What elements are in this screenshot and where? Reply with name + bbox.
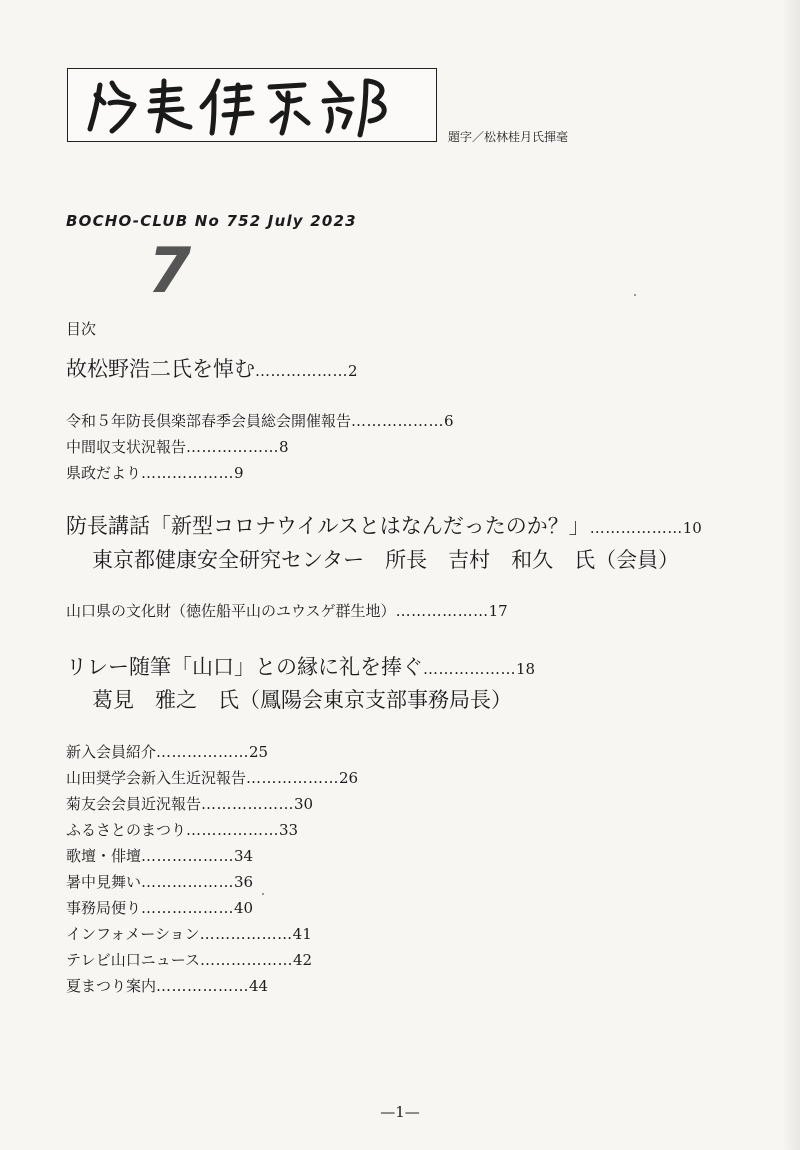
toc-entry-leader: ……………… [186,438,280,456]
toc-entry [66,823,298,838]
issue-month-number: 7 [148,234,192,307]
toc-entry-title: 暑中見舞い [66,873,142,891]
toc-entry-page: 6 [444,412,454,430]
toc-entry-title: 新入会員紹介 [66,743,157,761]
paper-speck [262,893,264,895]
toc-entry-page: 42 [292,951,313,969]
toc-entry-page: 40 [234,899,254,917]
toc-entry [66,414,454,429]
toc-entry-page: 34 [234,847,254,865]
toc-entry-page: 25 [249,743,269,761]
page-edge-shadow [782,0,800,1150]
toc-entry [66,440,289,455]
toc-label: 目次 [66,320,97,338]
calligrapher-credit: 題字／松林桂月氏揮毫 [448,130,569,144]
toc-entry-title: 夏まつり案内 [66,977,157,995]
toc-entry-leader: ……………… [423,660,516,678]
toc-entry-leader: ……………… [255,362,348,380]
toc-entry [66,745,268,760]
toc-entry-title: 菊友会会員近況報告 [66,795,202,813]
toc-entry-leader: ……………… [589,519,683,537]
toc-entry [66,604,508,619]
masthead-calligraphy [68,69,436,141]
toc-entry [66,953,312,968]
toc-entry-title: インフォメーション [66,925,200,943]
toc-entry-leader: ……………… [201,795,295,813]
toc-entry [66,466,244,481]
toc-entry-page: 36 [234,873,254,891]
toc-entry-page: 18 [516,660,536,678]
toc-entry-title: 事務局便り [66,899,142,917]
toc-entry-page: 41 [292,925,312,943]
toc-entry-leader: ……………… [186,821,280,839]
toc-entry-subtitle: 葛見 雅之 氏（鳳陽会東京支部事務局長） [92,688,512,712]
toc-entry-page: 44 [249,977,269,995]
page-number: —1— [380,1103,420,1121]
toc-entry-page: 10 [682,519,702,537]
toc-entry-title: 中間収支状況報告 [66,438,187,456]
toc-entry-leader: ……………… [246,769,340,787]
toc-entry-page: 2 [348,362,358,380]
toc-entry [66,797,313,812]
toc-entry-page: 17 [488,602,508,620]
toc-entry-title: 山田奨学会新入生近況報告 [66,769,247,787]
toc-entry-page: 33 [279,821,299,839]
toc-entry-leader: ……………… [141,899,235,917]
masthead-calligraphy-box [67,68,437,142]
toc-entry-title: ふるさとのまつり [66,821,187,839]
toc-entry-page: 30 [294,795,314,813]
toc-entry [66,901,253,916]
toc-entry [66,657,535,678]
toc-entry-page: 9 [234,464,244,482]
toc-entry-leader: ……………… [351,412,445,430]
toc-entry-title: 故松野浩二氏を悼む [66,357,255,381]
toc-entry-leader: ……………… [141,847,235,865]
toc-entry-title: リレー随筆「山口」との縁に礼を捧ぐ [66,655,423,679]
issue-line: BOCHO-CLUB No 752 July 2023 [66,212,357,230]
toc-entry-leader: ……………… [199,951,293,969]
toc-entry-leader: ……………… [395,602,489,620]
toc-entry-title: 防長講話「新型コロナウイルスとはなんだったのか？」 [66,514,590,538]
toc-entry [66,359,358,380]
toc-entry-page: 26 [339,769,359,787]
paper-speck [634,294,636,296]
toc-entry-title: 歌壇・俳壇 [66,847,142,865]
toc-entry [66,927,312,942]
toc-entry-leader: ……………… [199,925,293,943]
toc-entry-title: 県政だより [66,464,142,482]
toc-entry-page: 8 [279,438,289,456]
toc-entry [66,979,268,994]
toc-entry [66,849,253,864]
toc-entry-subtitle: 東京都健康安全研究センター 所長 吉村 和久 氏（会員） [92,548,680,572]
toc-entry-leader: ……………… [156,743,250,761]
toc-entry-title: 令和５年防長倶楽部春季会員総会開催報告 [66,412,352,430]
toc-entry-title: テレビ山口ニュース [66,951,200,969]
toc-entry [66,771,358,786]
toc-entry [66,875,253,890]
toc-entry-leader: ……………… [141,464,235,482]
toc-entry-leader: ……………… [156,977,250,995]
toc-entry-leader: ……………… [141,873,235,891]
toc-entry [66,516,702,537]
toc-entry-title: 山口県の文化財（徳佐船平山のユウスゲ群生地） [66,602,396,620]
